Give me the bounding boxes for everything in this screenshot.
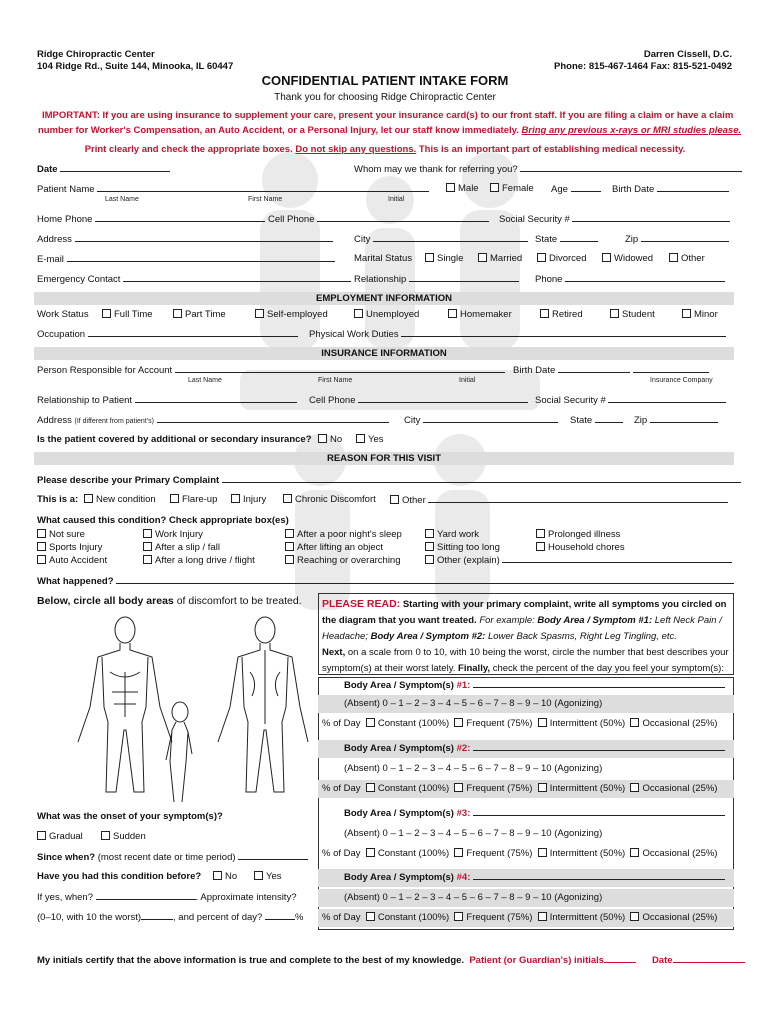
female-checkbox[interactable]: Female [490, 183, 534, 194]
emergency-phone-field[interactable]: Phone [535, 273, 725, 285]
form-title: CONFIDENTIAL PATIENT INTAKE FORM [261, 73, 509, 88]
ins-initial-label: Initial [459, 377, 476, 384]
work-minor-checkbox[interactable]: Minor [682, 309, 718, 320]
onset-sudden-checkbox[interactable]: Sudden [101, 831, 146, 842]
symptom-4-percent-row: % of Day Constant (100%) Frequent (75%) Intermittent (50%) Occasional (25%) [318, 909, 734, 927]
signature-date-field[interactable]: Date [652, 955, 745, 966]
insured-birth-date-field[interactable]: Birth Date [513, 364, 709, 376]
birth-date-field[interactable]: Birth Date [612, 183, 729, 195]
date-field[interactable]: Date [37, 163, 170, 175]
work-part-time-checkbox[interactable]: Part Time [173, 309, 226, 320]
onset-question: What was the onset of your symptom(s)? [37, 811, 223, 822]
cause-poor-sleep-checkbox[interactable]: After a poor night's sleep [285, 528, 402, 541]
widowed-checkbox[interactable]: Widowed [602, 253, 653, 264]
cause-auto-accident-checkbox[interactable]: Auto Accident [37, 554, 107, 567]
cause-chores-checkbox[interactable]: Household chores [536, 541, 625, 554]
male-checkbox[interactable]: Male [446, 183, 479, 194]
certification-line: My initials certify that the above information is true and complete to the best of my knowledge. Patient (or Guardian's) initials Date [37, 954, 745, 966]
emergency-contact-field[interactable]: Emergency Contact [37, 273, 351, 285]
symptom-1-area-field[interactable]: Body Area / Symptom(s) #1: [318, 677, 734, 695]
marital-status-label: Marital Status [354, 253, 413, 264]
visit-heading: REASON FOR THIS VISIT [34, 452, 734, 465]
symptom-4-scale[interactable]: (Absent) 0 – 1 – 2 – 3 – 4 – 5 – 6 – 7 – 8 – 9 – 10 (Agonizing) [318, 889, 734, 907]
symptom-2-scale[interactable]: (Absent) 0 – 1 – 2 – 3 – 4 – 5 – 6 – 7 – 8 – 9 – 10 (Agonizing) [344, 763, 603, 774]
cause-sitting-checkbox[interactable]: Sitting too long [425, 541, 732, 554]
city-field[interactable]: City [354, 233, 528, 245]
work-duties-field[interactable]: Physical Work Duties [309, 328, 726, 340]
since-when-field[interactable]: Since when? (most recent date or time period) [37, 851, 308, 863]
work-full-time-checkbox[interactable]: Full Time [102, 309, 153, 320]
cause-reaching-checkbox[interactable]: Reaching or overarching [285, 554, 402, 567]
body-diagram[interactable] [40, 612, 312, 802]
email-field[interactable]: E-mail [37, 253, 335, 265]
state-field[interactable]: State [535, 233, 598, 245]
causes-column-3 [285, 528, 402, 567]
work-self-employed-checkbox[interactable]: Self-employed [255, 309, 328, 320]
practice-name: Ridge Chiropractic Center [37, 49, 155, 60]
symptom-2-percent-row: % of Day Constant (100%) Frequent (75%) Intermittent (50%) Occasional (25%) [318, 780, 734, 798]
ins-zip-field[interactable]: Zip [634, 414, 718, 426]
symptom-4-area-field[interactable]: Body Area / Symptom(s) #4: [318, 869, 734, 887]
ins-state-field[interactable]: State [570, 414, 623, 426]
divorced-checkbox[interactable]: Divorced [537, 253, 587, 264]
causes-column-5 [536, 528, 625, 554]
doctor-name: Darren Cissell, D.C. [643, 49, 732, 60]
ins-address-field[interactable]: Address (If different from patient's) [37, 414, 389, 426]
responsible-person-field[interactable]: Person Responsible for Account [37, 364, 505, 376]
relationship-to-patient-field[interactable]: Relationship to Patient [37, 394, 297, 406]
single-checkbox[interactable]: Single [425, 253, 463, 264]
intensity-percent-field[interactable]: (0–10, with 10 the worst) , and percent of day? % [37, 912, 304, 923]
type-injury-checkbox[interactable]: Injury [231, 494, 266, 505]
type-chronic-checkbox[interactable]: Chronic Discomfort [283, 494, 376, 505]
symptom-2-area-field[interactable]: Body Area / Symptom(s) #2: [318, 740, 734, 758]
address-field[interactable]: Address [37, 233, 333, 245]
secondary-yes-checkbox[interactable]: Yes [356, 434, 384, 445]
referral-field[interactable]: Whom may we thank for referring you? [354, 163, 742, 175]
ins-first-name-label: First Name [318, 377, 353, 384]
type-other-checkbox[interactable]: Other [390, 494, 728, 506]
please-read-text: PLEASE READ: Starting with your primary complaint, write all symptoms you circled on the diagram that you want treated. For example: Body Area / Symptom #1: Left Neck Pain / Headache; Body Area / Symptom #2: Lower Back Spasms, Right Leg Tingling, etc. Next, on a scale from 0 to 10, with 10 being the worst, circle the number that best describes your symptom(s) at their worst lately. Finally, check the percent of the day you feel your symptom(s): [322, 598, 729, 674]
cause-slip-fall-checkbox[interactable]: After a slip / fall [143, 541, 255, 554]
ins-last-name-label: Last Name [188, 377, 222, 384]
work-retired-checkbox[interactable]: Retired [540, 309, 583, 320]
cause-other-checkbox[interactable]: Other (explain) [425, 554, 732, 567]
ins-city-field[interactable]: City [404, 414, 558, 426]
secondary-no-checkbox[interactable]: No [318, 434, 342, 445]
initial-label: Initial [388, 196, 405, 203]
had-before-no-checkbox[interactable]: No [213, 871, 237, 882]
work-status-label: Work Status [37, 309, 89, 320]
work-homemaker-checkbox[interactable]: Homemaker [448, 309, 512, 320]
initials-field[interactable]: Patient (or Guardian's) initials [469, 955, 636, 966]
type-flare-up-checkbox[interactable]: Flare-up [170, 494, 217, 505]
patient-name-field[interactable]: Patient Name [37, 183, 429, 195]
important-line-1: IMPORTANT: If you are using insurance to supplement your care, present your insurance card(s) to our front staff. If you are filing a claim or have a claim [42, 110, 734, 121]
cause-illness-checkbox[interactable]: Prolonged illness [536, 528, 625, 541]
print-instructions: Print clearly and check the appropriate boxes. Do not skip any questions. This is an important part of establishing medical necessity. [84, 144, 686, 155]
work-unemployed-checkbox[interactable]: Unemployed [354, 309, 419, 320]
symptom-1-percent-row: % of Day Constant (100%) Frequent (75%) Intermittent (50%) Occasional (25%) [322, 718, 718, 729]
important-line-2: number for Worker's Compensation, an Auto Accident, or a Personal Injury, let our staff know immediately. Bring any previous x-rays or MRI studies please. [38, 125, 742, 136]
symptom-3-scale[interactable]: (Absent) 0 – 1 – 2 – 3 – 4 – 5 – 6 – 7 – 8 – 9 – 10 (Agonizing) [344, 828, 603, 839]
other-marital-checkbox[interactable]: Other [669, 253, 705, 264]
insurance-heading: INSURANCE INFORMATION [34, 347, 734, 360]
symptom-1-scale[interactable]: (Absent) 0 – 1 – 2 – 3 – 4 – 5 – 6 – 7 – 8 – 9 – 10 (Agonizing) [318, 695, 734, 713]
symptom-3-area-field[interactable]: Body Area / Symptom(s) #3: [318, 805, 734, 823]
had-before-question: Have you had this condition before? [37, 871, 202, 882]
first-name-label: First Name [248, 196, 283, 203]
ins-cell-phone-field[interactable]: Cell Phone [309, 394, 528, 406]
cause-lifting-checkbox[interactable]: After lifting an object [285, 541, 402, 554]
had-before-yes-checkbox[interactable]: Yes [254, 871, 282, 882]
relationship-field[interactable]: Relationship [354, 273, 519, 285]
cell-phone-field[interactable]: Cell Phone [268, 213, 489, 225]
last-name-label: Last Name [105, 196, 139, 203]
employment-heading: EMPLOYMENT INFORMATION [34, 292, 734, 305]
cause-long-drive-checkbox[interactable]: After a long drive / flight [143, 554, 255, 567]
work-student-checkbox[interactable]: Student [610, 309, 655, 320]
zip-field[interactable]: Zip [625, 233, 729, 245]
cause-work-injury-checkbox[interactable]: Work Injury [143, 528, 255, 541]
primary-complaint-field[interactable]: Please describe your Primary Complaint [37, 474, 741, 486]
thanks-text: Thank you for choosing Ridge Chiropractic Center [274, 92, 496, 103]
causes-column-1 [37, 528, 107, 567]
ins-company-label: Insurance Company [650, 377, 713, 384]
age-field[interactable]: Age [551, 183, 601, 195]
secondary-insurance-question: Is the patient covered by additional or secondary insurance? [37, 434, 312, 445]
occupation-field[interactable]: Occupation [37, 328, 298, 340]
married-checkbox[interactable]: Married [478, 253, 522, 264]
if-yes-when-field[interactable]: If yes, when? . Approximate intensity? [37, 892, 297, 903]
ssn-field[interactable]: Social Security # [499, 213, 730, 225]
ins-ssn-field[interactable]: Social Security # [535, 394, 726, 406]
practice-address: 104 Ridge Rd., Suite 144, Minooka, IL 60447 [37, 61, 234, 72]
onset-gradual-checkbox[interactable]: Gradual [37, 831, 83, 842]
cause-sports-injury-checkbox[interactable]: Sports Injury [37, 541, 107, 554]
contact-info: Phone: 815-467-1464 Fax: 815-521-0492 [554, 61, 732, 72]
causes-column-2 [143, 528, 255, 567]
this-is-label: This is a: [37, 494, 79, 505]
symptom-3-percent-row: % of Day Constant (100%) Frequent (75%) Intermittent (50%) Occasional (25%) [322, 848, 718, 859]
home-phone-field[interactable]: Home Phone [37, 213, 265, 225]
what-happened-field[interactable]: What happened? [37, 575, 734, 587]
body-diagram-instruction: Below, circle all body areas of discomfort to be treated. [37, 595, 302, 607]
cause-not-sure-checkbox[interactable]: Not sure [37, 528, 107, 541]
cause-yard-work-checkbox[interactable]: Yard work [425, 528, 732, 541]
cause-question: What caused this condition? Check appropriate box(es) [37, 515, 289, 526]
type-new-condition-checkbox[interactable]: New condition [84, 494, 156, 505]
